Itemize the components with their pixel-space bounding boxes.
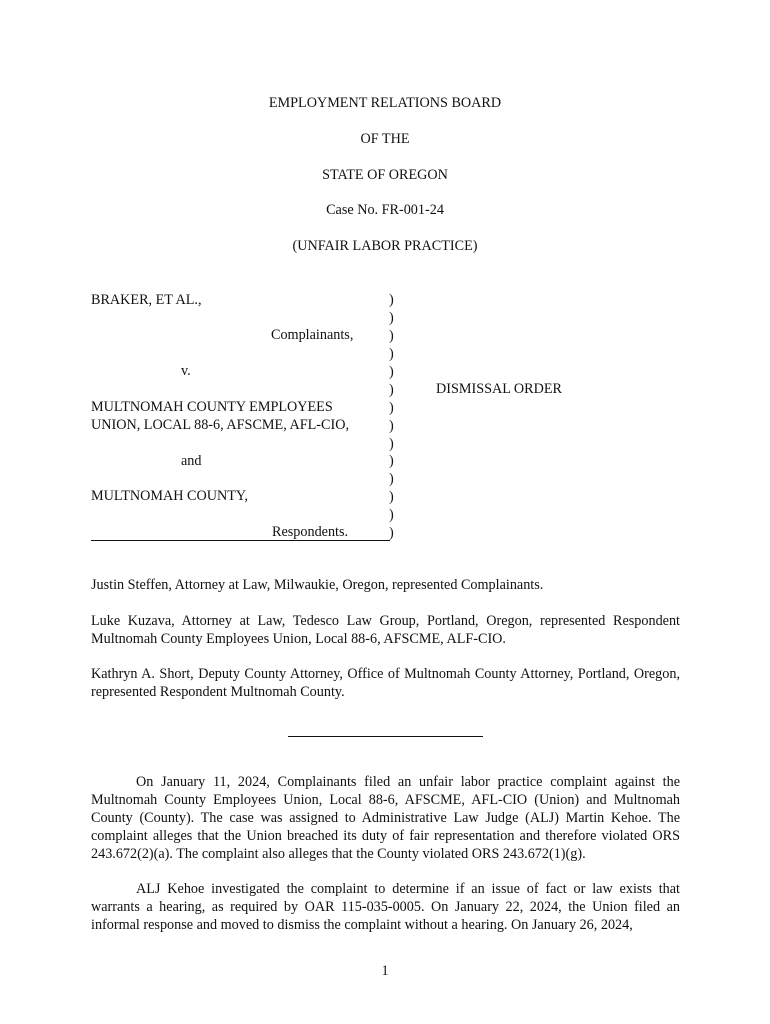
paren: ) xyxy=(389,345,394,362)
paren: ) xyxy=(389,327,394,344)
paren: ) xyxy=(389,453,394,470)
versus: v. xyxy=(181,363,191,379)
board-name: EMPLOYMENT RELATIONS BOARD xyxy=(268,95,502,111)
case-type: (UNFAIR LABOR PRACTICE) xyxy=(292,238,478,254)
state-name: STATE OF OREGON xyxy=(322,167,448,183)
conjunction-and: and xyxy=(181,453,202,469)
order-title: DISMISSAL ORDER xyxy=(436,381,562,397)
paren: ) xyxy=(389,363,394,380)
complainants-role: Complainants, xyxy=(271,327,354,343)
paren: ) xyxy=(389,525,394,542)
appearance-complainants: Justin Steffen, Attorney at Law, Milwaukie, Oregon, represented Complainants. xyxy=(91,577,544,593)
paren: ) xyxy=(389,435,394,452)
paren: ) xyxy=(389,292,394,308)
paren: ) xyxy=(389,381,394,398)
paren: ) xyxy=(389,471,394,488)
appearance-county: Kathryn A. Short, Deputy County Attorney, Office of Multnomah County Attorney, Portland, Oregon, represented Respondent Multnomah County. xyxy=(91,666,680,700)
appearance-union: Luke Kuzava, Attorney at Law, Tedesco Law Group, Portland, Oregon, represented Respondent Multnomah County Employees Union, Local 88-6, AFSCME, ALF-CIO. xyxy=(91,613,680,647)
body-paragraph-1: On January 11, 2024, Complainants filed an unfair labor practice complaint against the Multnomah County Employees Union, Local 88-6, AFSCME, AFL-CIO (Union) and Multnomah County (County). The case was assigned to Administrative Law Judge (ALJ) Martin Kehoe. The complaint alleges that the Union breached its duty of fair representation and therefore violated ORS 243.672(2)(a). The complaint also alleges that the County violated ORS 243.672(1)(g). xyxy=(91,774,680,862)
paren: ) xyxy=(389,399,394,416)
respondents-role: Respondents. xyxy=(272,524,349,540)
caption-underline xyxy=(91,540,390,541)
paren: ) xyxy=(389,489,394,506)
caption-paren-column xyxy=(389,291,399,542)
case-number: Case No. FR-001-24 xyxy=(326,202,444,218)
page-number: 1 xyxy=(381,963,389,979)
board-of-the: OF THE xyxy=(360,131,410,147)
section-divider xyxy=(288,736,483,737)
body-paragraph-2: ALJ Kehoe investigated the complaint to determine if an issue of fact or law exists that warrants a hearing, as required by OAR 115-035-0005. On January 22, 2024, the Union filed an informal response and moved to dismiss the complaint without a hearing. On January 26, 2024, xyxy=(91,881,680,933)
party-union-line2: UNION, LOCAL 88-6, AFSCME, AFL-CIO, xyxy=(91,417,350,433)
paren: ) xyxy=(389,417,394,434)
party-union-line1: MULTNOMAH COUNTY EMPLOYEES xyxy=(91,399,333,415)
party-county: MULTNOMAH COUNTY, xyxy=(91,488,248,504)
paren: ) xyxy=(389,507,394,524)
paren: ) xyxy=(389,309,394,326)
party-complainant: BRAKER, ET AL., xyxy=(91,292,202,308)
